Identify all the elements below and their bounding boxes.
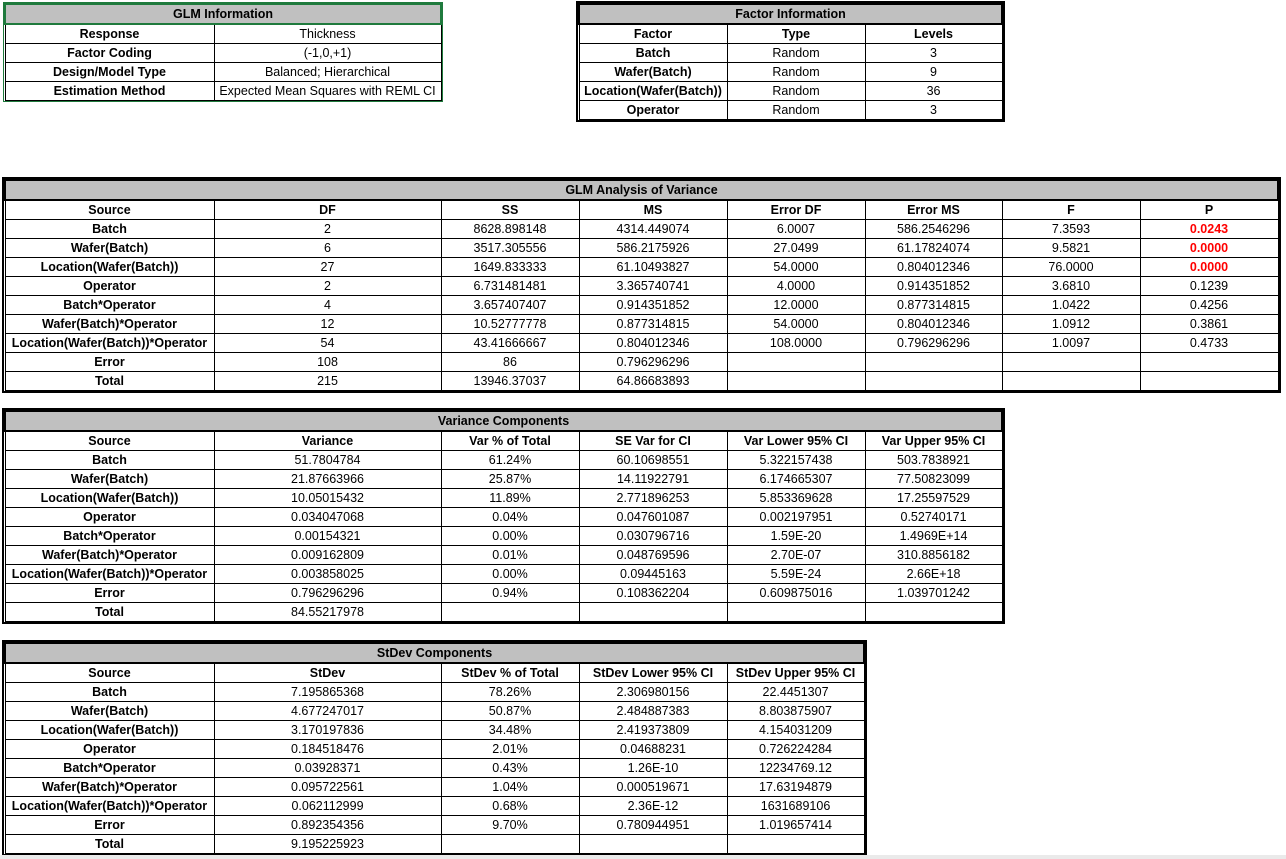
table-cell[interactable]: 1.039701242 [865, 584, 1002, 603]
factor-cell[interactable]: 3 [865, 101, 1002, 120]
table-cell[interactable]: 2.484887383 [579, 702, 727, 721]
table-cell[interactable]: 0.0000 [1140, 239, 1278, 258]
factor-row [579, 63, 1002, 82]
source-label[interactable]: Error [5, 584, 214, 603]
table-cell[interactable]: 1.0422 [1002, 296, 1140, 315]
table-cell[interactable]: 4 [214, 296, 441, 315]
table-cell[interactable]: 86 [441, 353, 579, 372]
table-cell[interactable]: 1.0912 [1002, 315, 1140, 334]
table-cell[interactable]: 2.771896253 [579, 489, 727, 508]
anova-col-header-source[interactable]: Source [5, 200, 214, 220]
variance_components-header-row [5, 431, 1002, 451]
stdev-components-col-header-stdev-of-total[interactable]: StDev % of Total [441, 663, 579, 683]
table-cell[interactable] [1002, 372, 1140, 391]
factor-title-row [579, 4, 1002, 24]
variance-components-table [4, 410, 1003, 622]
source-label[interactable]: Total [5, 603, 214, 622]
table-cell[interactable] [441, 835, 579, 854]
table-cell[interactable] [727, 603, 865, 622]
glm-value-factor-coding[interactable]: (-1,0,+1) [214, 44, 441, 63]
table-cell[interactable]: 0.877314815 [865, 296, 1002, 315]
table-cell[interactable]: 310.8856182 [865, 546, 1002, 565]
glm-label-estimation-method[interactable]: Estimation Method [5, 82, 214, 101]
table-cell[interactable] [579, 835, 727, 854]
table-cell[interactable]: 9.195225923 [214, 835, 441, 854]
anova-title-row [5, 180, 1278, 200]
source-label[interactable]: Operator [5, 740, 214, 759]
table-cell[interactable]: 215 [214, 372, 441, 391]
stdev_components-row [5, 835, 864, 854]
stdev_components-title-row [5, 643, 864, 663]
anova-col-header-ss[interactable]: SS [441, 200, 579, 220]
factor-information-title[interactable]: Factor Information [579, 4, 1002, 24]
stdev-components-col-header-source[interactable]: Source [5, 663, 214, 683]
table-cell[interactable]: 2.01% [441, 740, 579, 759]
variance_components-row [5, 546, 1002, 565]
source-label[interactable]: Wafer(Batch)*Operator [5, 546, 214, 565]
table-cell[interactable]: 1631689106 [727, 797, 864, 816]
table-cell[interactable]: 0.892354356 [214, 816, 441, 835]
table-cell[interactable]: 8.803875907 [727, 702, 864, 721]
variance-components-col-header-se-var-for-ci[interactable]: SE Var for CI [579, 431, 727, 451]
table-cell[interactable]: 3.365740741 [579, 277, 727, 296]
table-cell[interactable]: 503.7838921 [865, 451, 1002, 470]
table-cell[interactable]: 1.4969E+14 [865, 527, 1002, 546]
stdev_components-row [5, 702, 864, 721]
table-cell[interactable]: 0.914351852 [865, 277, 1002, 296]
source-label[interactable]: Batch [5, 220, 214, 239]
table-cell[interactable] [579, 603, 727, 622]
table-cell[interactable]: 0.062112999 [214, 797, 441, 816]
anova-col-header-error-df[interactable]: Error DF [727, 200, 865, 220]
glm-info-row [5, 44, 441, 63]
factor-cell[interactable]: 3 [865, 44, 1002, 63]
factor-name[interactable]: Wafer(Batch) [579, 63, 727, 82]
table-cell[interactable]: 4.0000 [727, 277, 865, 296]
table-cell[interactable]: 5.853369628 [727, 489, 865, 508]
table-cell[interactable]: 0.1239 [1140, 277, 1278, 296]
anova-header-row [5, 200, 1278, 220]
anova-row [5, 277, 1278, 296]
factor-row [579, 101, 1002, 120]
table-cell[interactable]: 6.731481481 [441, 277, 579, 296]
table-cell[interactable]: 0.009162809 [214, 546, 441, 565]
table-cell[interactable]: 9.70% [441, 816, 579, 835]
table-cell[interactable]: 0.804012346 [865, 258, 1002, 277]
table-cell[interactable]: 1.019657414 [727, 816, 864, 835]
table-cell[interactable]: 3.657407407 [441, 296, 579, 315]
table-cell[interactable]: 22.4451307 [727, 683, 864, 702]
factor-row [579, 44, 1002, 63]
source-label[interactable]: Location(Wafer(Batch)) [5, 258, 214, 277]
anova-row [5, 220, 1278, 239]
table-cell[interactable]: 11.89% [441, 489, 579, 508]
variance-components-col-header-var-lower-95-ci[interactable]: Var Lower 95% CI [727, 431, 865, 451]
table-cell[interactable]: 21.87663966 [214, 470, 441, 489]
variance-components-title[interactable]: Variance Components [5, 411, 1002, 431]
table-cell[interactable]: 60.10698551 [579, 451, 727, 470]
table-cell[interactable]: 9.5821 [1002, 239, 1140, 258]
source-label[interactable]: Total [5, 835, 214, 854]
table-cell[interactable]: 0.047601087 [579, 508, 727, 527]
table-cell[interactable]: 2 [214, 277, 441, 296]
table-cell[interactable]: 12.0000 [727, 296, 865, 315]
stdev_components-row [5, 759, 864, 778]
table-cell[interactable]: 1.59E-20 [727, 527, 865, 546]
source-label[interactable]: Location(Wafer(Batch))*Operator [5, 797, 214, 816]
table-cell[interactable] [865, 353, 1002, 372]
table-cell[interactable]: 1.0097 [1002, 334, 1140, 353]
anova-row [5, 258, 1278, 277]
stdev-components-col-header-stdev[interactable]: StDev [214, 663, 441, 683]
table-cell[interactable]: 78.26% [441, 683, 579, 702]
anova-table [4, 179, 1279, 391]
table-cell[interactable]: 34.48% [441, 721, 579, 740]
variance_components-row [5, 508, 1002, 527]
source-label[interactable]: Error [5, 816, 214, 835]
factor-cell[interactable]: Random [727, 63, 865, 82]
factor-row [579, 82, 1002, 101]
stdev_components-row [5, 740, 864, 759]
table-cell[interactable]: 54 [214, 334, 441, 353]
glm-information-title[interactable]: GLM Information [5, 4, 441, 24]
anova-row [5, 334, 1278, 353]
stdev-components-col-header-stdev-lower-95-ci[interactable]: StDev Lower 95% CI [579, 663, 727, 683]
table-cell[interactable]: 2.419373809 [579, 721, 727, 740]
table-cell[interactable]: 6.0007 [727, 220, 865, 239]
source-label[interactable]: Wafer(Batch)*Operator [5, 778, 214, 797]
table-cell[interactable]: 108.0000 [727, 334, 865, 353]
table-cell[interactable]: 17.63194879 [727, 778, 864, 797]
table-cell[interactable]: 3.6810 [1002, 277, 1140, 296]
glm-information-table [4, 3, 442, 101]
variance_components-row [5, 451, 1002, 470]
anova-row [5, 239, 1278, 258]
table-cell[interactable]: 5.59E-24 [727, 565, 865, 584]
source-label[interactable]: Wafer(Batch) [5, 470, 214, 489]
source-label[interactable]: Location(Wafer(Batch))*Operator [5, 565, 214, 584]
anova-row [5, 315, 1278, 334]
anova-col-header-df[interactable]: DF [214, 200, 441, 220]
table-cell[interactable]: 61.17824074 [865, 239, 1002, 258]
table-cell[interactable]: 0.03928371 [214, 759, 441, 778]
table-cell[interactable]: 50.87% [441, 702, 579, 721]
table-cell[interactable]: 0.43% [441, 759, 579, 778]
table-cell[interactable]: 2.70E-07 [727, 546, 865, 565]
table-cell[interactable]: 0.94% [441, 584, 579, 603]
glm-title-row [5, 4, 441, 24]
table-cell[interactable]: 1.04% [441, 778, 579, 797]
table-cell[interactable]: 0.0000 [1140, 258, 1278, 277]
variance-components-col-header-var-of-total[interactable]: Var % of Total [441, 431, 579, 451]
table-cell[interactable]: 0.09445163 [579, 565, 727, 584]
table-cell[interactable]: 2 [214, 220, 441, 239]
table-cell[interactable]: 0.796296296 [579, 353, 727, 372]
table-cell[interactable]: 0.4256 [1140, 296, 1278, 315]
stdev_components-row [5, 797, 864, 816]
table-cell[interactable]: 0.780944951 [579, 816, 727, 835]
source-label[interactable]: Batch [5, 683, 214, 702]
table-cell[interactable] [1140, 353, 1278, 372]
stdev-components-col-header-stdev-upper-95-ci[interactable]: StDev Upper 95% CI [727, 663, 864, 683]
table-cell[interactable]: 6.174665307 [727, 470, 865, 489]
table-cell[interactable]: 0.034047068 [214, 508, 441, 527]
table-cell[interactable] [727, 372, 865, 391]
table-cell[interactable]: 7.3593 [1002, 220, 1140, 239]
table-cell[interactable]: 586.2546296 [865, 220, 1002, 239]
table-cell[interactable]: 0.796296296 [865, 334, 1002, 353]
table-cell[interactable]: 3.170197836 [214, 721, 441, 740]
glm-label-design-model-type[interactable]: Design/Model Type [5, 63, 214, 82]
variance-components-col-header-variance[interactable]: Variance [214, 431, 441, 451]
table-cell[interactable]: 0.0243 [1140, 220, 1278, 239]
anova-col-header-f[interactable]: F [1002, 200, 1140, 220]
glm-label-factor-coding[interactable]: Factor Coding [5, 44, 214, 63]
table-cell[interactable]: 43.41666667 [441, 334, 579, 353]
source-label[interactable]: Operator [5, 508, 214, 527]
table-cell[interactable]: 2.66E+18 [865, 565, 1002, 584]
stdev-components-title[interactable]: StDev Components [5, 643, 864, 663]
source-label[interactable]: Wafer(Batch)*Operator [5, 315, 214, 334]
anova-col-header-error-ms[interactable]: Error MS [865, 200, 1002, 220]
factor-name[interactable]: Operator [579, 101, 727, 120]
table-cell[interactable]: 5.322157438 [727, 451, 865, 470]
stdev-components-table [4, 642, 865, 854]
glm-value-estimation-method[interactable]: Expected Mean Squares with REML CI [214, 82, 441, 101]
table-cell[interactable] [727, 835, 864, 854]
table-cell[interactable]: 25.87% [441, 470, 579, 489]
factor-name[interactable]: Location(Wafer(Batch)) [579, 82, 727, 101]
table-cell[interactable]: 4.154031209 [727, 721, 864, 740]
factor-cell[interactable]: Random [727, 44, 865, 63]
table-cell[interactable]: 61.24% [441, 451, 579, 470]
table-cell[interactable] [441, 603, 579, 622]
table-cell[interactable] [1140, 372, 1278, 391]
glm-value-response[interactable]: Thickness [214, 24, 441, 44]
glm-info-row [5, 63, 441, 82]
table-cell[interactable]: 61.10493827 [579, 258, 727, 277]
table-cell[interactable]: 0.52740171 [865, 508, 1002, 527]
table-cell[interactable]: 0.796296296 [214, 584, 441, 603]
sheet-bottom-strip [0, 855, 1286, 859]
source-label[interactable]: Operator [5, 277, 214, 296]
variance_components-row [5, 527, 1002, 546]
table-cell[interactable]: 0.609875016 [727, 584, 865, 603]
table-cell[interactable]: 0.002197951 [727, 508, 865, 527]
table-cell[interactable] [865, 603, 1002, 622]
stdev_components-row [5, 816, 864, 835]
table-cell[interactable]: 84.55217978 [214, 603, 441, 622]
factor-cell[interactable]: Random [727, 82, 865, 101]
table-cell[interactable]: 0.00% [441, 565, 579, 584]
table-cell[interactable]: 0.04688231 [579, 740, 727, 759]
table-cell[interactable]: 0.3861 [1140, 315, 1278, 334]
table-cell[interactable] [727, 353, 865, 372]
source-label[interactable]: Batch [5, 451, 214, 470]
table-cell[interactable]: 10.05015432 [214, 489, 441, 508]
source-label[interactable]: Batch*Operator [5, 527, 214, 546]
table-cell[interactable]: 76.0000 [1002, 258, 1140, 277]
table-cell[interactable]: 2.36E-12 [579, 797, 727, 816]
table-cell[interactable]: 0.108362204 [579, 584, 727, 603]
anova-row [5, 353, 1278, 372]
factor-cell[interactable]: Random [727, 101, 865, 120]
table-cell[interactable]: 8628.898148 [441, 220, 579, 239]
table-cell[interactable]: 51.7804784 [214, 451, 441, 470]
table-cell[interactable]: 108 [214, 353, 441, 372]
stdev_components-row [5, 721, 864, 740]
source-label[interactable]: Total [5, 372, 214, 391]
table-cell[interactable]: 0.4733 [1140, 334, 1278, 353]
table-cell[interactable]: 1649.833333 [441, 258, 579, 277]
glm-info-row [5, 82, 441, 101]
variance-components-col-header-var-upper-95-ci[interactable]: Var Upper 95% CI [865, 431, 1002, 451]
table-cell[interactable] [1002, 353, 1140, 372]
variance_components-title-row [5, 411, 1002, 431]
table-cell[interactable]: 1.26E-10 [579, 759, 727, 778]
table-cell[interactable]: 0.048769596 [579, 546, 727, 565]
table-cell[interactable]: 3517.305556 [441, 239, 579, 258]
anova-col-header-ms[interactable]: MS [579, 200, 727, 220]
variance_components-row [5, 489, 1002, 508]
source-label[interactable]: Error [5, 353, 214, 372]
table-cell[interactable]: 0.00% [441, 527, 579, 546]
table-cell[interactable]: 77.50823099 [865, 470, 1002, 489]
table-cell[interactable]: 17.25597529 [865, 489, 1002, 508]
table-cell[interactable]: 0.726224284 [727, 740, 864, 759]
anova-title[interactable]: GLM Analysis of Variance [5, 180, 1278, 200]
table-cell[interactable]: 2.306980156 [579, 683, 727, 702]
table-cell[interactable]: 7.195865368 [214, 683, 441, 702]
table-cell[interactable]: 0.00154321 [214, 527, 441, 546]
factor-col-header-factor[interactable]: Factor [579, 24, 727, 44]
table-cell[interactable]: 54.0000 [727, 258, 865, 277]
glm-label-response[interactable]: Response [5, 24, 214, 44]
table-cell[interactable]: 0.68% [441, 797, 579, 816]
factor-col-header-type[interactable]: Type [727, 24, 865, 44]
stdev_components-row [5, 683, 864, 702]
table-cell[interactable]: 0.804012346 [865, 315, 1002, 334]
glm-value-design-model-type[interactable]: Balanced; Hierarchical [214, 63, 441, 82]
table-cell[interactable]: 12 [214, 315, 441, 334]
table-cell[interactable]: 0.04% [441, 508, 579, 527]
table-cell[interactable]: 0.030796716 [579, 527, 727, 546]
stdev_components-row [5, 778, 864, 797]
variance_components-row [5, 470, 1002, 489]
source-label[interactable]: Batch*Operator [5, 759, 214, 778]
variance_components-row [5, 584, 1002, 603]
stdev_components-header-row [5, 663, 864, 683]
table-cell[interactable]: 0.914351852 [579, 296, 727, 315]
anova-col-header-p[interactable]: P [1140, 200, 1278, 220]
table-cell[interactable]: 0.01% [441, 546, 579, 565]
table-cell[interactable]: 0.000519671 [579, 778, 727, 797]
source-label[interactable]: Location(Wafer(Batch))*Operator [5, 334, 214, 353]
table-cell[interactable]: 0.804012346 [579, 334, 727, 353]
table-cell[interactable]: 0.877314815 [579, 315, 727, 334]
source-label[interactable]: Wafer(Batch) [5, 239, 214, 258]
table-cell[interactable]: 586.2175926 [579, 239, 727, 258]
table-cell[interactable]: 14.11922791 [579, 470, 727, 489]
variance-components-col-header-source[interactable]: Source [5, 431, 214, 451]
table-cell[interactable]: 6 [214, 239, 441, 258]
table-cell[interactable]: 27.0499 [727, 239, 865, 258]
source-label[interactable]: Wafer(Batch) [5, 702, 214, 721]
table-cell[interactable]: 4.677247017 [214, 702, 441, 721]
source-label[interactable]: Location(Wafer(Batch)) [5, 489, 214, 508]
factor-col-header-levels[interactable]: Levels [865, 24, 1002, 44]
table-cell[interactable]: 12234769.12 [727, 759, 864, 778]
anova-row [5, 296, 1278, 315]
factor-name[interactable]: Batch [579, 44, 727, 63]
factor-cell[interactable]: 36 [865, 82, 1002, 101]
source-label[interactable]: Location(Wafer(Batch)) [5, 721, 214, 740]
factor-cell[interactable]: 9 [865, 63, 1002, 82]
table-cell[interactable]: 0.095722561 [214, 778, 441, 797]
variance_components-row [5, 565, 1002, 584]
table-cell[interactable]: 54.0000 [727, 315, 865, 334]
anova-row [5, 372, 1278, 391]
factor-header-row [579, 24, 1002, 44]
table-cell[interactable]: 13946.37037 [441, 372, 579, 391]
variance_components-row [5, 603, 1002, 622]
source-label[interactable]: Batch*Operator [5, 296, 214, 315]
table-cell[interactable]: 0.184518476 [214, 740, 441, 759]
table-cell[interactable]: 0.003858025 [214, 565, 441, 584]
table-cell[interactable]: 10.52777778 [441, 315, 579, 334]
glm-info-row [5, 24, 441, 44]
table-cell[interactable]: 27 [214, 258, 441, 277]
table-cell[interactable]: 4314.449074 [579, 220, 727, 239]
table-cell[interactable]: 64.86683893 [579, 372, 727, 391]
table-cell[interactable] [865, 372, 1002, 391]
factor-information-table [578, 3, 1003, 120]
